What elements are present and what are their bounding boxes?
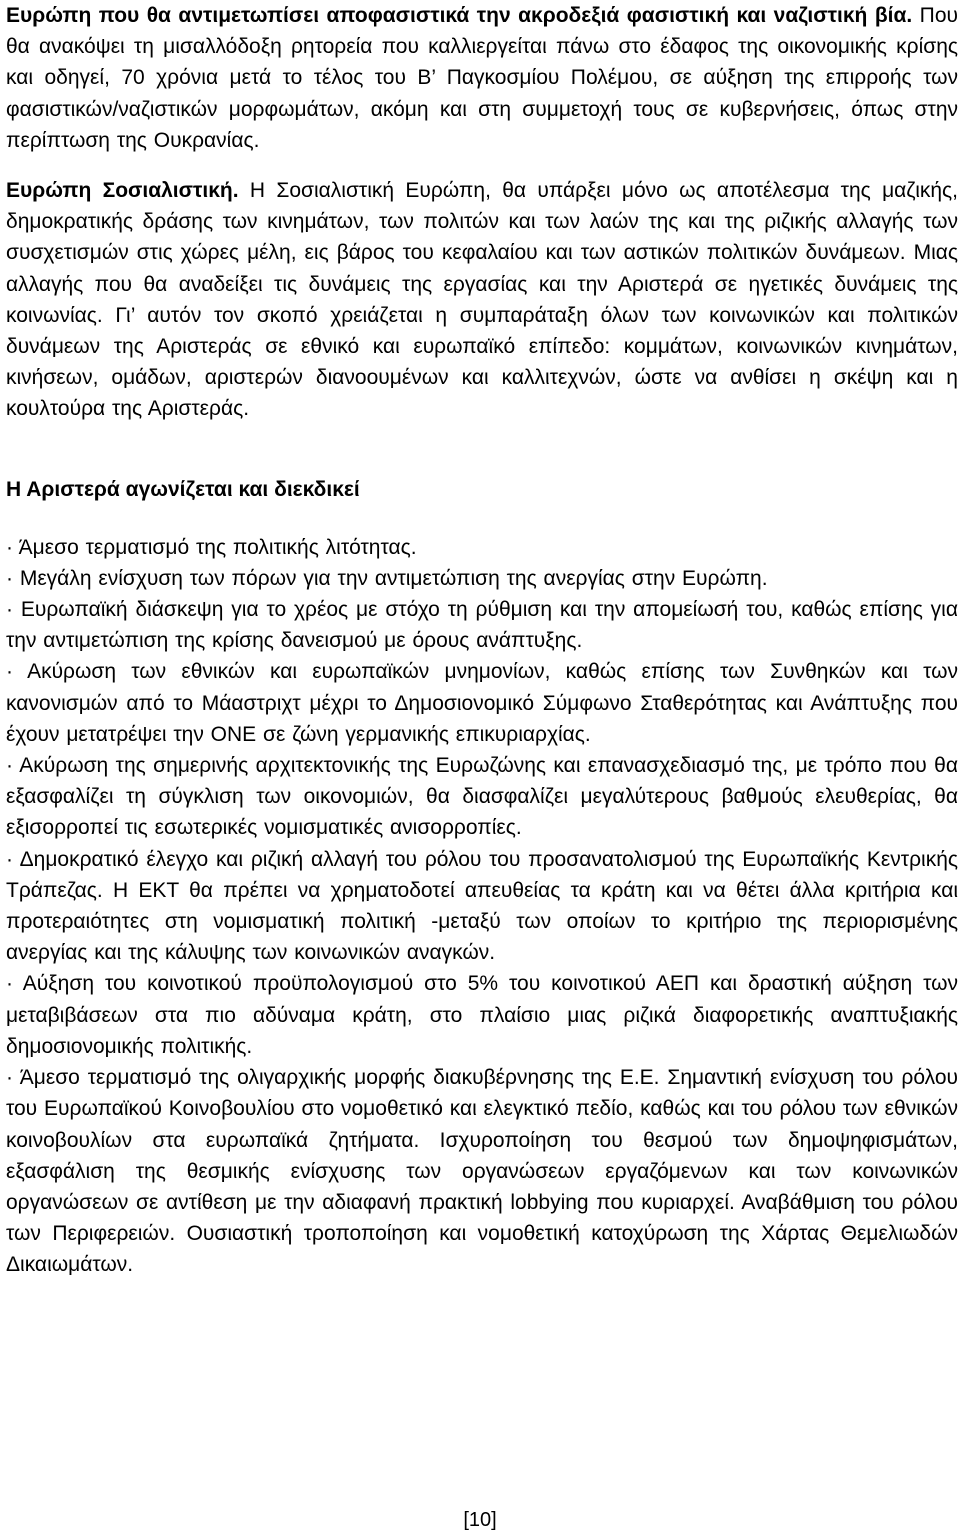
list-item: · Ευρωπαϊκή διάσκεψη για το χρέος με στόχο τη ρύθμιση και την απομείωσή του, καθώς επίσης για την αντιμετώπιση της κρίσης δανεισμού με όρους ανάπτυξης. <box>6 598 958 653</box>
socialist-paragraph <box>6 175 958 425</box>
list-item: · Άμεσο τερματισμό της πολιτικής λιτότητας. <box>6 535 417 559</box>
list-item: · Μεγάλη ενίσχυση των πόρων για την αντιμετώπιση της ανεργίας στην Ευρώπη. <box>6 566 768 590</box>
demands-list <box>6 532 958 1281</box>
intro-body: Που θα ανακόψει τη μισαλλόδοξη ρητορεία που καλλιεργείται πάνω στο έδαφος της οικονομικής κρίσης και οδηγεί, 70 χρόνια μετά το τέλος του Β’ Παγκοσμίου Πολέμου, σε αύξηση της επιρροής των φασιστικών/ναζιστικών μορφωμάτων, ακόμη και στη συμμετοχή τους σε κυβερνήσεις, όπως στην περίπτωση της Ουκρανίας. <box>6 4 958 152</box>
list-item: · Δημοκρατικό έλεγχο και ριζική αλλαγή του ρόλου του προσανατολισμού της Ευρωπαϊκής Κεντρικής Τράπεζας. Η ΕΚΤ θα πρέπει να χρηματοδοτεί απευθείας τα κράτη και να θέτει άλλα κριτήρια και προτεραιότητες στη νομισματική πολιτική -μεταξύ των οποίων το κριτήριο της περιορισμένης ανεργίας και της κάλυψης των κοινωνικών αναγκών. <box>6 847 958 965</box>
page-number: [10] <box>463 1509 497 1531</box>
intro-bold-lead: Ευρώπη που θα αντιμετωπίσει αποφασιστικά την ακροδεξιά φασιστική και ναζιστική βία. <box>6 4 913 27</box>
list-item: · Ακύρωση της σημερινής αρχιτεκτονικής της Ευρωζώνης και επανασχεδιασμό της, με τρόπο που θα εξασφαλίζει τη σύγκλιση των οικονομιών, θα διασφαλίζει μεγαλύτερους βαθμούς ελευθερίας, θα εξισορροπεί τις εσωτερικές νομισματικές ανισορροπίες. <box>6 754 958 840</box>
intro-paragraph <box>6 0 958 156</box>
list-item: · Άμεσο τερματισμό της ολιγαρχικής μορφής διακυβέρνησης της Ε.Ε. Σημαντική ενίσχυση του ρόλου του Ευρωπαϊκού Κοινοβουλίου στο νομοθετικό και ελεγκτικό πεδίο, καθώς και του ρόλου των εθνικών κοινοβουλίων στα ευρωπαϊκά ζητήματα. Ισχυροποίηση του θεσμού των δημοψηφισμάτων, εξασφάλιση της θεσμικής ενίσχυσης των οργανώσεων εργαζόμενων και των κοινωνικών οργανώσεων σε αντίθεση με την αδιαφανή πρακτική lobbying που κυριαρχεί. Αναβάθμιση του ρόλου των Περιφερειών. Ουσιαστική τροποποίηση και νομοθετική κατοχύρωση της Χάρτας Θεμελιωδών Δικαιωμάτων. <box>6 1066 958 1277</box>
list-item: · Ακύρωση των εθνικών και ευρωπαϊκών μνημονίων, καθώς επίσης των Συνθηκών και των κανονισμών από το Μάαστριχτ μέχρι το Δημοσιονομικό Σύμφωνο Σταθερότητας και Ανάπτυξης που έχουν μετατρέψει την ΟΝΕ σε ζώνη γερμανικής επικυριαρχίας. <box>6 660 958 746</box>
list-item: · Αύξηση του κοινοτικού προϋπολογισμού στο 5% του κοινοτικού ΑΕΠ και δραστική αύξηση των μεταβιβάσεων στα πιο αδύναμα κράτη, στο πλαίσιο μιας ριζικά διαφορετικής αναπτυξιακής δημοσιονομικής πολιτικής. <box>6 972 958 1058</box>
section-heading: Η Αριστερά αγωνίζεται και διεκδικεί <box>6 477 360 501</box>
document-page <box>6 0 958 1281</box>
socialist-body: Η Σοσιαλιστική Ευρώπη, θα υπάρξει μόνο ως αποτέλεσμα της μαζικής, δημοκρατικής δράσης των κινημάτων, των πολιτών και των λαών της και της ριζικής αλλαγής των συσχετισμών στις χώρες μέλη, εις βάρος του κεφαλαίου και των αστικών πολιτικών δυνάμεων. Μιας αλλαγής που θα αναδείξει τις δυνάμεις της εργασίας και την Αριστερά σε ηγετικές δυνάμεις της κοινωνίας. Γι’ αυτόν τον σκοπό χρειάζεται η συμπαράταξη όλων των κοινωνικών και πολιτικών δυνάμεων της Αριστεράς σε εθνικό και ευρωπαϊκό επίπεδο: κομμάτων, κοινωνικών κινημάτων, κινήσεων, ομάδων, αριστερών διανοουμένων και καλλιτεχνών, ώστε να ανθίσει η σκέψη και η κουλτούρα της Αριστεράς. <box>6 179 958 421</box>
socialist-bold-lead: Ευρώπη Σοσιαλιστική. <box>6 179 239 203</box>
